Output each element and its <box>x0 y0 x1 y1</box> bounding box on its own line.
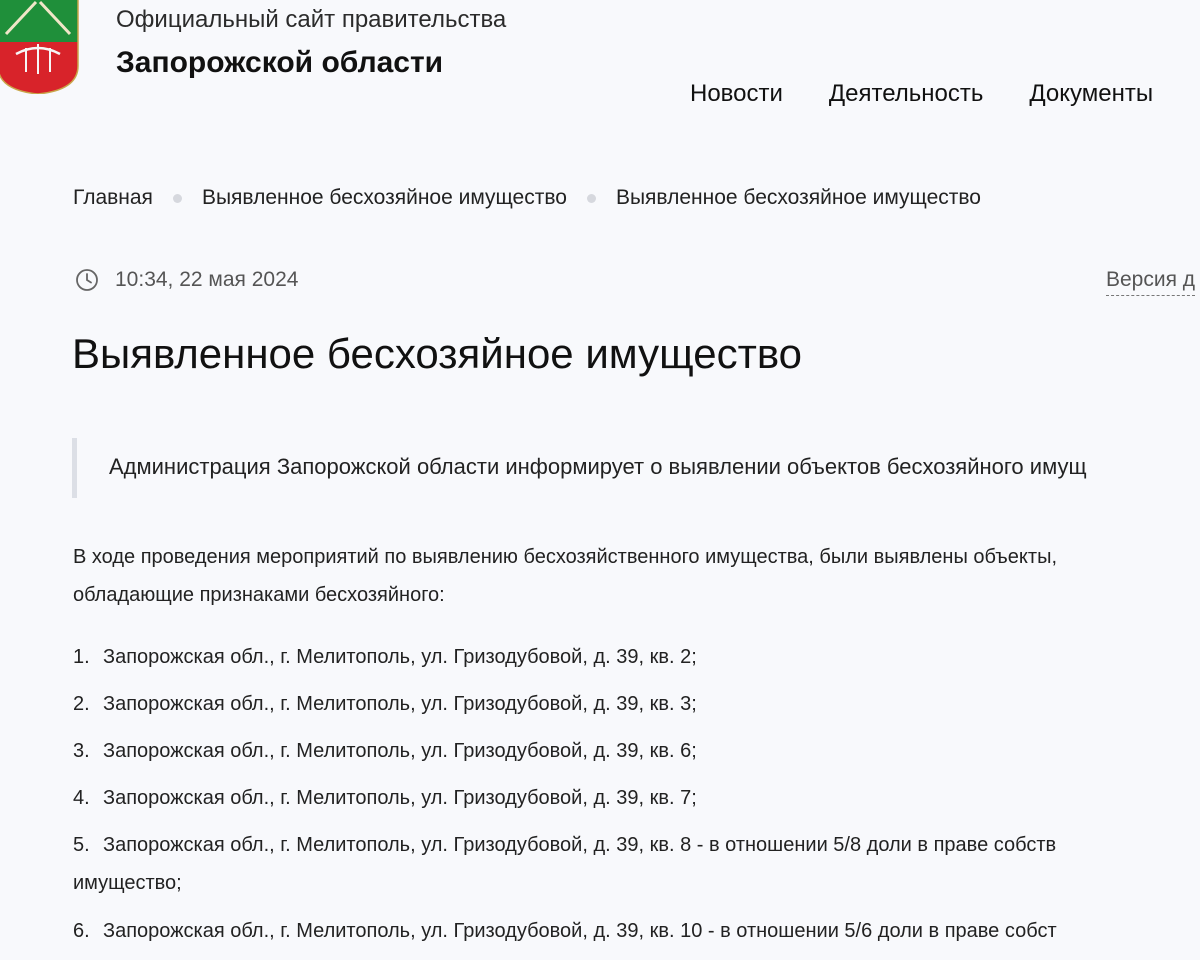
list-item-continuation <box>73 864 182 902</box>
breadcrumb <box>73 186 981 210</box>
nav-item-activity[interactable]: Деятельность <box>828 80 984 107</box>
coat-of-arms-icon[interactable] <box>0 0 80 94</box>
list-item <box>73 638 697 676</box>
list-item-text: Запорожская обл., г. Мелитополь, ул. Гризодубовой, д. 39, кв. 8 - в отношении 5/8 доли в праве собств <box>103 834 1057 856</box>
list-item-number: 6. <box>73 920 90 942</box>
list-item <box>73 685 697 723</box>
list-item-number: 4. <box>73 787 90 809</box>
list-item <box>73 826 1056 864</box>
list-item-number: 3. <box>73 740 90 762</box>
list-item <box>73 732 697 770</box>
intro-paragraph <box>73 538 1057 614</box>
list-item <box>73 912 1057 950</box>
lead-quote <box>72 438 1200 498</box>
nav-item-documents[interactable]: Документы <box>1029 80 1154 107</box>
intro-line: обладающие признаками бесхозяйного: <box>73 584 445 606</box>
site-region[interactable]: Запорожской области <box>116 46 444 79</box>
breadcrumb-separator <box>587 194 596 203</box>
breadcrumb-home[interactable]: Главная <box>73 186 153 209</box>
main-nav <box>690 80 1153 108</box>
nav-item-news[interactable]: Новости <box>690 80 783 107</box>
publish-date: 10:34, 22 мая 2024 <box>115 268 299 291</box>
list-item-number: 1. <box>73 646 90 668</box>
breadcrumb-section[interactable]: Выявленное бесхозяйное имущество <box>201 186 567 209</box>
list-item-text: имущество; <box>73 872 182 894</box>
list-item-text: Запорожская обл., г. Мелитополь, ул. Гризодубовой, д. 39, кв. 6; <box>103 740 697 762</box>
list-item-text: Запорожская обл., г. Мелитополь, ул. Гризодубовой, д. 39, кв. 7; <box>103 787 697 809</box>
clock-icon <box>75 268 99 292</box>
list-item-text: Запорожская обл., г. Мелитополь, ул. Гризодубовой, д. 39, кв. 10 - в отношении 5/6 доли в праве собст <box>103 920 1057 942</box>
page-title: Выявленное бесхозяйное имущество <box>72 330 803 377</box>
site-title[interactable]: Официальный сайт правительства <box>116 6 507 33</box>
list-item-text: Запорожская обл., г. Мелитополь, ул. Гризодубовой, д. 39, кв. 3; <box>103 693 697 715</box>
accessibility-version-link[interactable]: Версия д <box>1106 268 1195 296</box>
list-item <box>73 779 697 817</box>
lead-text: Администрация Запорожской области информирует о выявлении объектов бесхозяйного имущ <box>109 454 1087 479</box>
list-item-text: Запорожская обл., г. Мелитополь, ул. Гризодубовой, д. 39, кв. 2; <box>103 646 697 668</box>
breadcrumb-separator <box>173 194 182 203</box>
publish-meta <box>75 268 298 292</box>
list-item-number: 2. <box>73 693 90 715</box>
breadcrumb-current: Выявленное бесхозяйное имущество <box>615 186 981 209</box>
list-item-number: 5. <box>73 834 90 856</box>
intro-line: В ходе проведения мероприятий по выявлению бесхозяйственного имущества, были выявлены объекты, <box>73 546 1057 568</box>
